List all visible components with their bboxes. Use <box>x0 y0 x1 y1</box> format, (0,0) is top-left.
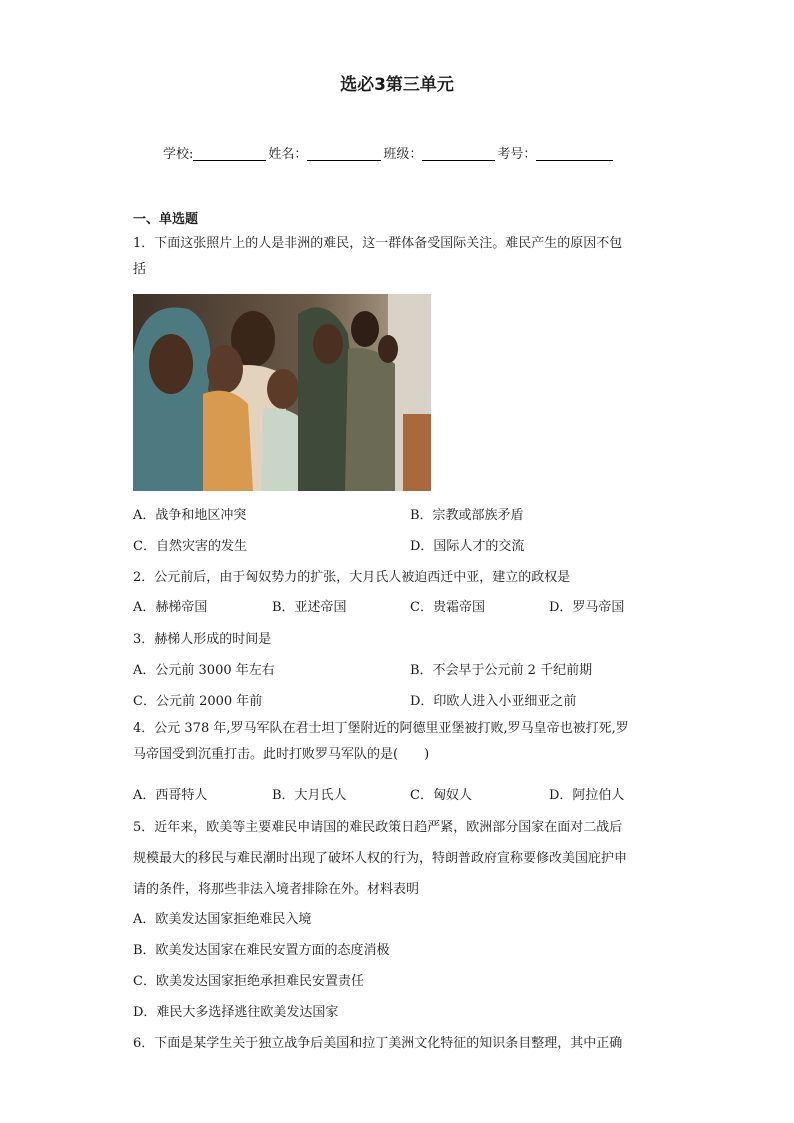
q5-option-d[interactable]: D．难民大多选择逃往欧美发达国家 <box>133 1005 339 1020</box>
q2-option-c[interactable]: C．贵霜帝国 <box>410 600 485 615</box>
question-4-stem <box>133 716 663 768</box>
question-2-options <box>133 596 663 616</box>
q3-option-c[interactable]: C．公元前 2000 年前 <box>133 694 263 709</box>
question-3-options-2 <box>133 690 663 710</box>
class-label: 班级： <box>383 147 423 162</box>
student-info-row <box>163 143 643 162</box>
question-1-line-2: 括 <box>133 262 147 277</box>
question-6-stem: 6．下面是某学生关于独立战争后美国和拉丁美洲文化特征的知识条目整理，其中正确 <box>133 1036 623 1051</box>
question-5-line-3: 请的条件，将那些非法入境者排除在外。材料表明 <box>133 882 420 897</box>
q1-option-a[interactable]: A．战争和地区冲突 <box>133 508 247 523</box>
question-5-line-1: 5．近年来，欧美等主要难民申请国的难民政策日趋严紧，欧洲部分国家在面对二战后 <box>133 820 623 835</box>
section-heading: 一、单选题 <box>133 212 199 227</box>
school-label: 学校: <box>163 147 194 162</box>
q4-option-d[interactable]: D．阿拉伯人 <box>549 788 625 803</box>
q3-option-d[interactable]: D．印欧人进入小亚细亚之前 <box>410 694 577 709</box>
q5-option-a[interactable]: A．欧美发达国家拒绝难民入境 <box>133 912 312 927</box>
question-1-options-2 <box>133 535 663 555</box>
question-4-line-2: 马帝国受到沉重打击。此时打败罗马军队的是( ) <box>133 747 430 762</box>
name-label: 姓名： <box>268 147 308 162</box>
q5-option-b[interactable]: B．欧美发达国家在难民安置方面的态度消极 <box>133 943 390 958</box>
exam-no-blank[interactable] <box>536 146 613 161</box>
exam-no-label: 考号： <box>497 147 537 162</box>
q5-option-c[interactable]: C．欧美发达国家拒绝承担难民安置责任 <box>133 974 364 989</box>
question-4-options <box>133 784 663 804</box>
question-4-line-1: 4．公元 378 年,罗马军队在君士坦丁堡附近的阿德里亚堡被打败,罗马皇帝也被打死,罗 <box>133 721 629 736</box>
question-5-line-2: 规模最大的移民与难民潮时出现了破坏人权的行为，特朗普政府宣称要修改美国庇护申 <box>133 851 628 866</box>
question-1-line-1: 1．下面这张照片上的人是非洲的难民，这一群体备受国际关注。难民产生的原因不包 <box>133 236 623 251</box>
question-5-stem <box>133 812 663 905</box>
question-1-stem <box>133 231 663 283</box>
q2-option-b[interactable]: B．亚述帝国 <box>272 600 347 615</box>
q4-option-a[interactable]: A．西哥特人 <box>133 788 208 803</box>
refugee-photo <box>133 294 431 491</box>
q3-option-a[interactable]: A．公元前 3000 年左右 <box>133 663 275 678</box>
q2-option-d[interactable]: D．罗马帝国 <box>549 600 625 615</box>
class-blank[interactable] <box>422 146 495 161</box>
q4-option-b[interactable]: B．大月氏人 <box>272 788 347 803</box>
question-2-stem: 2．公元前后，由于匈奴势力的扩张，大月氏人被迫西迁中亚，建立的政权是 <box>133 570 571 585</box>
q2-option-a[interactable]: A．赫梯帝国 <box>133 600 208 615</box>
question-3-options <box>133 659 663 679</box>
question-1-options <box>133 504 663 524</box>
school-blank[interactable] <box>193 146 266 161</box>
q1-option-b[interactable]: B．宗教或部族矛盾 <box>410 508 524 523</box>
q3-option-b[interactable]: B．不会早于公元前 2 千纪前期 <box>410 663 593 678</box>
page-title: 选必3第三单元 <box>340 75 454 95</box>
q1-option-c[interactable]: C．自然灾害的发生 <box>133 539 247 554</box>
refugee-photo-image <box>133 294 431 491</box>
name-blank[interactable] <box>307 146 381 161</box>
q4-option-c[interactable]: C．匈奴人 <box>410 788 472 803</box>
question-3-stem: 3．赫梯人形成的时间是 <box>133 632 272 647</box>
q1-option-d[interactable]: D．国际人才的交流 <box>410 539 525 554</box>
